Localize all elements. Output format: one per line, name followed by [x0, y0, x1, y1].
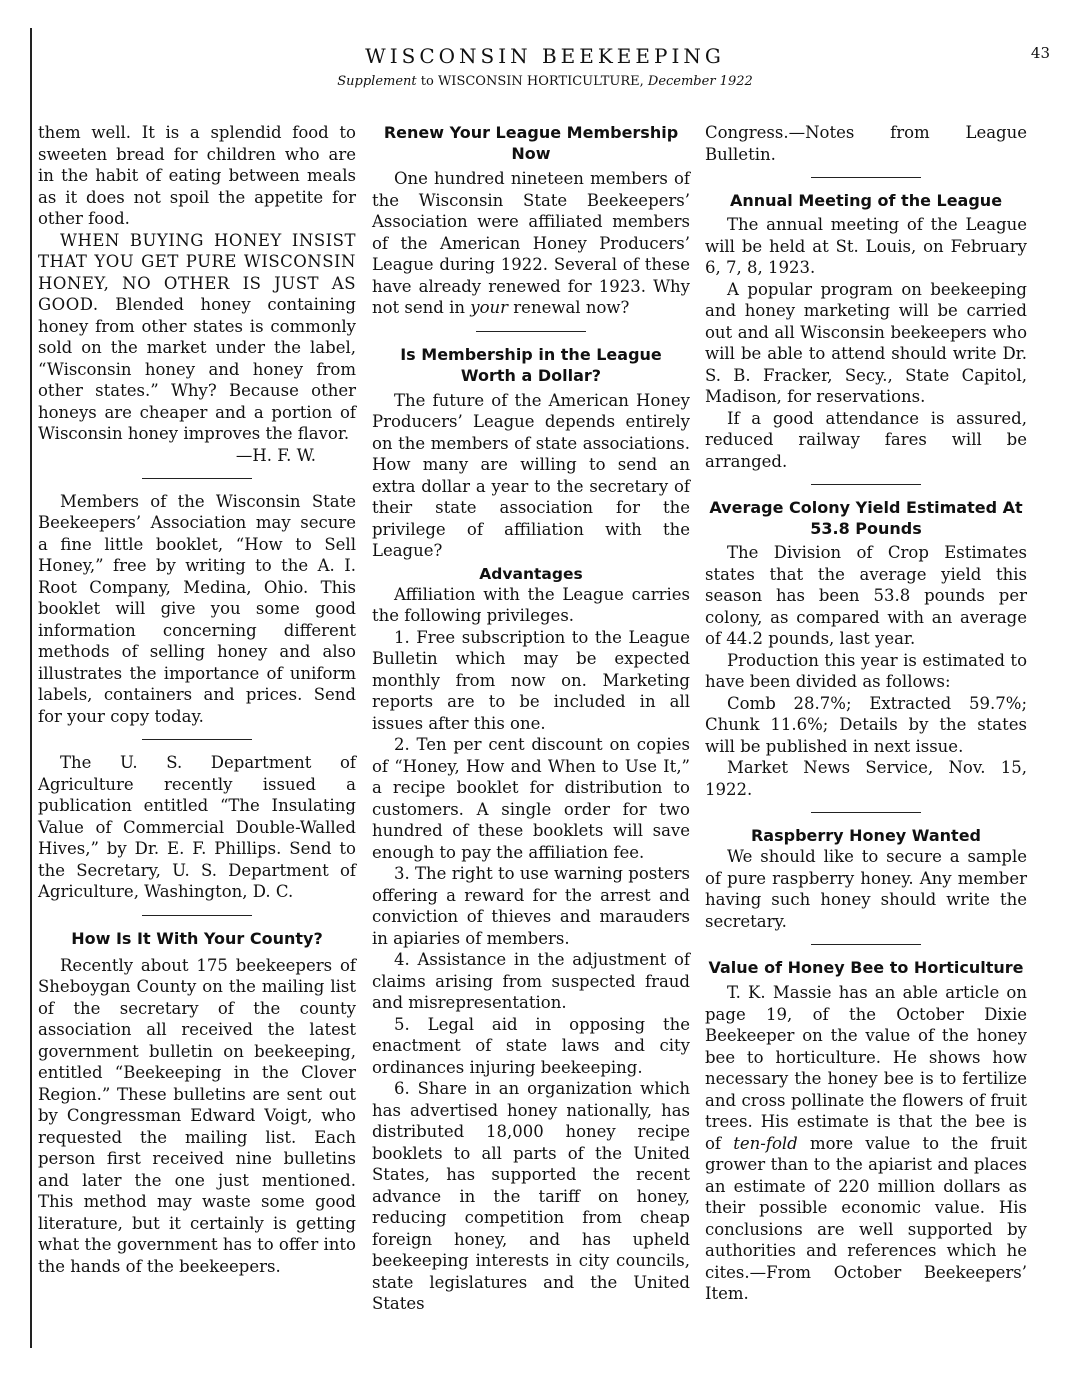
value-body-emphasis: ten-fold — [733, 1133, 798, 1153]
annual-meeting-heading: Annual Meeting of the League — [729, 191, 1003, 210]
raspberry-heading: Raspberry Honey Wanted — [750, 826, 982, 845]
renew-body-end: renewal now? — [508, 298, 630, 317]
section-divider — [142, 915, 252, 916]
yield-p1: The Division of Crop Estimates states that the average yield this season has been 53.8 pounds per colony, as compared with an average of 44.2 pounds, last year. — [705, 543, 1027, 648]
advantage-6: 6. Share in an organization which has advertised honey nationally, has distributed 18,000 honey recipe booklets to all parts of the United States, has supported the recent advance in the tariff on honey, reducing competition from cheap foreign honey, and has upheld beekeeping interests in city councils, state legislatures and the United States — [372, 1079, 690, 1313]
subtitle-mid: to WISCONSIN HORTICULTURE, — [416, 74, 648, 89]
renew-body-emphasis: your — [470, 298, 509, 317]
honey-article-paragraph — [38, 230, 356, 445]
section-divider — [142, 739, 252, 740]
section-divider — [811, 484, 921, 485]
section-divider — [476, 331, 586, 332]
yield-p4: Market News Service, Nov. 15, 1922. — [705, 758, 1027, 799]
advantage-5: 5. Legal aid in opposing the enactment of state laws and city ordinances injuring beekeeping. — [372, 1014, 690, 1077]
yield-p3: Comb 28.7%; Extracted 59.7%; Chunk 11.6%; Details by the states will be published in next issue. — [705, 693, 1027, 756]
honey-article-continued: them well. It is a splendid food to sweeten bread for children who are in the habit of eating between meals as it does not spoil the appetite for other food. — [38, 123, 356, 228]
county-heading: How Is It With Your County? — [71, 928, 323, 948]
booklet-notice: Members of the Wisconsin State Beekeepers’ Association may secure a fine little booklet, “How to Sell Honey,” free by writing to the A. I. Root Company, Medina, Ohio. This booklet will give you some good information concerning different methods of selling honey and also illustrates the importance of uniform labels, containers and prices. Send for your copy today. — [38, 491, 356, 726]
annual-meeting-p3: If a good attendance is assured, reduced railway fares will be arranged. — [705, 408, 1027, 471]
left-margin-rule — [30, 28, 32, 1348]
value-heading: Value of Honey Bee to Horticulture — [708, 958, 1024, 977]
author-signature: —H. F. W. — [235, 445, 316, 465]
renew-heading: Renew Your League Membership Now — [383, 123, 679, 163]
advantages-intro: Affiliation with the League carries the following privileges. — [372, 584, 690, 625]
annual-meeting-p1: The annual meeting of the League will be held at St. Louis, on February 6, 7, 8, 1923. — [705, 215, 1027, 277]
advantage-3: 3. The right to use warning posters offering a reward for the arrest and conviction of thieves and marauders in apiaries of members. — [372, 864, 690, 948]
value-body-text: T. K. Massie has an able article on page 19, of the October Dixie Beekeeper on the value of the honey bee to horticulture. He shows how necessary the honey bee is to fertilize and cross pollinate the flowers of fruit trees. His estimate is that the bee is of — [705, 983, 1027, 1153]
yield-heading: Average Colony Yield Estimated At 53.8 Pounds — [709, 498, 1023, 538]
section-divider — [811, 177, 921, 178]
county-body: Recently about 175 beekeepers of Sheboygan County on the mailing list of the secretary of the county association all received the latest government bulletin on beekeeping, entitled “Beekeeping in the Clover Region.” These bulletins are sent out by Congressman Edward Voigt, who requested the mailing list. Each person first received nine bulletins and later the one just mentioned. This method may waste some good literature, but it certainly is getting what the government has to offer into the hands of the beekeepers. — [38, 955, 356, 1276]
raspberry-body: We should like to secure a sample of pure raspberry honey. Any member having such honey should write the secretary. — [705, 847, 1027, 931]
honey-article-rest: Blended honey containing honey from other states is commonly sold on the market under the label, “Wisconsin honey and honey from other states.” Why? Because other honeys are cheaper and a portion of Wisconsin honey improves the flavor. — [38, 295, 356, 443]
usda-notice: The U. S. Department of Agriculture recently issued a publication entitled “The Insulating Value of Commercial Double-Walled Hives,” by Dr. E. F. Phillips. Send to the Secretary, U. S. Department of Agriculture, Washington, D. C. — [38, 753, 356, 901]
annual-meeting-p2: A popular program on beekeeping and honey marketing will be carried out and all Wisconsin beekeepers who will be able to attend should write Dr. S. B. Fracker, Secy., State Capitol, Madison, for reservations. — [705, 279, 1027, 406]
renew-body — [372, 168, 690, 319]
value-body-end: more value to the fruit grower than to the apiarist and places an estimate of 220 million dollars as their possible economic value. His conclusions are well supported by authorities and references which he cites.—From October Beekeepers’ Item. — [705, 1133, 1027, 1303]
column-1 — [38, 122, 356, 1277]
section-divider — [142, 478, 252, 479]
congress-continued: Congress.—Notes from League Bulletin. — [705, 123, 1027, 164]
advantage-4: 4. Assistance in the adjustment of claims arising from suspected fraud and misrepresentation. — [372, 950, 690, 1012]
page-header — [0, 44, 1090, 89]
journal-subtitle — [0, 74, 1090, 89]
subtitle-prefix: Supplement — [337, 74, 417, 89]
worth-body: The future of the American Honey Producers’ League depends entirely on the members of state associations. How many are willing to send an extra dollar a year to the secretary of their state association for the privilege of affiliation with the League? — [372, 390, 690, 560]
column-2 — [372, 122, 690, 1315]
section-divider — [811, 944, 921, 945]
honey-slogan: WHEN BUYING HONEY INSIST THAT YOU GET PURE WISCONSIN HONEY, NO OTHER IS JUST AS GOOD. — [38, 230, 356, 314]
column-3 — [705, 122, 1027, 1305]
worth-heading: Is Membership in the League Worth a Dollar? — [400, 344, 662, 385]
renew-body-text: One hundred nineteen members of the Wisconsin State Beekeepers’ Association were affiliated members of the American Honey Producers’ League during 1922. Several of these have already renewed for 1923. Why not send in — [372, 169, 690, 317]
section-divider — [811, 812, 921, 813]
yield-p2: Production this year is estimated to have been divided as follows: — [705, 650, 1027, 691]
subtitle-date: December 1922 — [647, 74, 753, 89]
page-number: 43 — [1030, 44, 1050, 62]
value-body — [705, 982, 1027, 1305]
journal-title: WISCONSIN BEEKEEPING — [365, 44, 725, 68]
advantages-heading: Advantages — [479, 564, 583, 583]
advantage-2: 2. Ten per cent discount on copies of “Honey, How and When to Use It,” a recipe booklet for distribution to customers. A single order for two hundred of these booklets will save enough to pay the affiliation fee. — [372, 735, 690, 862]
advantage-1: 1. Free subscription to the League Bulletin which may be expected monthly from now on. Marketing reports are to be included in all issues after this one. — [372, 627, 690, 733]
